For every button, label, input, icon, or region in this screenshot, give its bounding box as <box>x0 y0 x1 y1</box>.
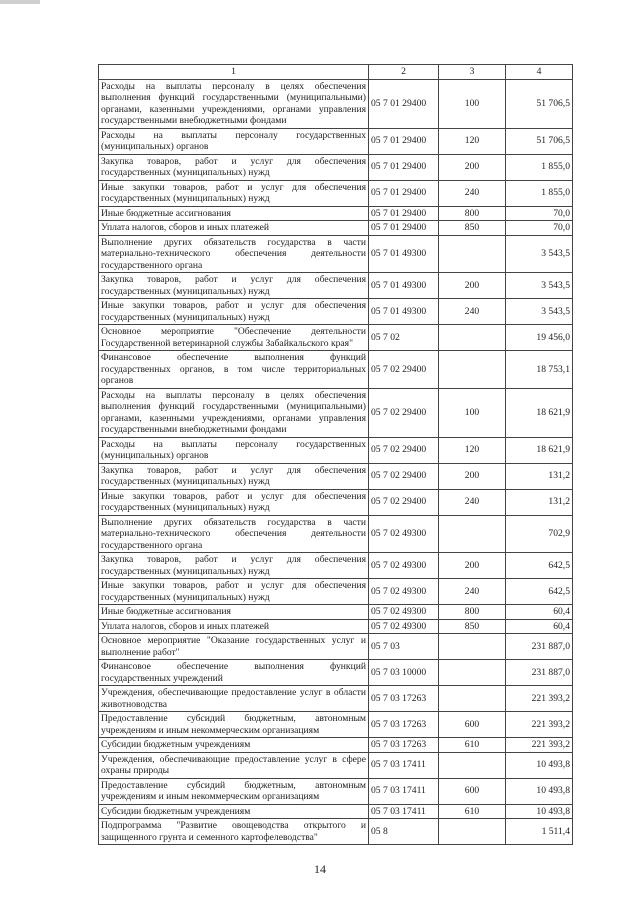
table-row <box>99 619 573 634</box>
row-expense-type-cell: 610 <box>439 804 506 819</box>
row-amount-cell: 51 706,5 <box>506 79 573 128</box>
row-expense-type-cell: 240 <box>439 489 506 515</box>
row-code-cell: 05 7 03 17263 <box>369 686 439 712</box>
table-row <box>99 235 573 273</box>
row-code-cell: 05 7 03 10000 <box>369 660 439 686</box>
row-expense-type-cell <box>439 235 506 273</box>
row-code-cell: 05 7 01 29400 <box>369 206 439 221</box>
row-name-cell: Подпрограмма "Развитие овощеводства открытого и защищенного грунта и семенного картофелеводства" <box>99 819 369 845</box>
row-name-cell: Расходы на выплаты персоналу государственных (муниципальных) органов <box>99 128 369 154</box>
row-amount-cell: 10 493,8 <box>506 778 573 804</box>
table-row <box>99 351 573 389</box>
row-code-cell: 05 7 02 49300 <box>369 515 439 553</box>
row-amount-cell: 70,0 <box>506 221 573 236</box>
row-amount-cell: 60,4 <box>506 619 573 634</box>
row-code-cell: 05 7 02 49300 <box>369 579 439 605</box>
row-amount-cell: 1 855,0 <box>506 154 573 180</box>
row-name-cell: Расходы на выплаты персоналу государственных (муниципальных) органов <box>99 437 369 463</box>
table-row <box>99 489 573 515</box>
table-row <box>99 299 573 325</box>
table-row <box>99 738 573 753</box>
row-code-cell: 05 7 02 29400 <box>369 463 439 489</box>
row-code-cell: 05 7 02 49300 <box>369 553 439 579</box>
row-name-cell: Иные бюджетные ассигнования <box>99 206 369 221</box>
row-amount-cell: 231 887,0 <box>506 634 573 660</box>
table-row <box>99 437 573 463</box>
row-amount-cell: 19 456,0 <box>506 325 573 351</box>
row-expense-type-cell: 850 <box>439 619 506 634</box>
header-col-3: 3 <box>439 65 506 80</box>
row-expense-type-cell: 850 <box>439 221 506 236</box>
table-header-row <box>99 65 573 80</box>
row-amount-cell: 131,2 <box>506 489 573 515</box>
row-expense-type-cell: 200 <box>439 273 506 299</box>
row-code-cell: 05 7 02 49300 <box>369 619 439 634</box>
row-amount-cell: 3 543,5 <box>506 273 573 299</box>
table-row <box>99 273 573 299</box>
row-expense-type-cell: 800 <box>439 605 506 620</box>
row-code-cell: 05 7 01 49300 <box>369 299 439 325</box>
document-page <box>98 64 572 845</box>
row-amount-cell: 10 493,8 <box>506 804 573 819</box>
table-row <box>99 206 573 221</box>
row-amount-cell: 3 543,5 <box>506 299 573 325</box>
row-expense-type-cell: 240 <box>439 180 506 206</box>
row-amount-cell: 18 753,1 <box>506 351 573 389</box>
row-expense-type-cell <box>439 660 506 686</box>
row-code-cell: 05 7 01 29400 <box>369 154 439 180</box>
table-row <box>99 752 573 778</box>
row-code-cell: 05 7 02 <box>369 325 439 351</box>
table-row <box>99 128 573 154</box>
row-code-cell: 05 7 01 29400 <box>369 221 439 236</box>
row-expense-type-cell <box>439 686 506 712</box>
row-name-cell: Уплата налогов, сборов и иных платежей <box>99 221 369 236</box>
row-amount-cell: 231 887,0 <box>506 660 573 686</box>
budget-table <box>98 64 573 845</box>
row-code-cell: 05 7 02 29400 <box>369 388 439 437</box>
row-code-cell: 05 7 02 29400 <box>369 351 439 389</box>
table-row <box>99 325 573 351</box>
row-name-cell: Финансовое обеспечение выполнения функций государственных органов, в том числе территориальных органов <box>99 351 369 389</box>
row-expense-type-cell: 200 <box>439 553 506 579</box>
scan-edge-mark <box>0 0 40 4</box>
row-amount-cell: 702,9 <box>506 515 573 553</box>
row-amount-cell: 10 493,8 <box>506 752 573 778</box>
row-code-cell: 05 7 03 <box>369 634 439 660</box>
row-amount-cell: 221 393,2 <box>506 686 573 712</box>
row-expense-type-cell: 240 <box>439 299 506 325</box>
row-code-cell: 05 7 03 17263 <box>369 712 439 738</box>
row-name-cell: Субсидии бюджетным учреждениям <box>99 738 369 753</box>
table-row <box>99 660 573 686</box>
row-amount-cell: 131,2 <box>506 463 573 489</box>
row-name-cell: Основное мероприятие "Обеспечение деятельности Государственной ветеринарной службы Забайкальского края" <box>99 325 369 351</box>
row-expense-type-cell: 120 <box>439 128 506 154</box>
row-expense-type-cell: 610 <box>439 738 506 753</box>
row-amount-cell: 70,0 <box>506 206 573 221</box>
row-amount-cell: 60,4 <box>506 605 573 620</box>
table-row <box>99 686 573 712</box>
table-row <box>99 778 573 804</box>
row-name-cell: Учреждения, обеспечивающие предоставление услуг в области животноводства <box>99 686 369 712</box>
table-row <box>99 579 573 605</box>
row-expense-type-cell <box>439 634 506 660</box>
table-row <box>99 819 573 845</box>
table-row <box>99 180 573 206</box>
row-expense-type-cell: 800 <box>439 206 506 221</box>
row-amount-cell: 642,5 <box>506 553 573 579</box>
row-expense-type-cell: 240 <box>439 579 506 605</box>
table-row <box>99 221 573 236</box>
row-expense-type-cell: 100 <box>439 79 506 128</box>
row-code-cell: 05 7 01 29400 <box>369 128 439 154</box>
row-expense-type-cell <box>439 325 506 351</box>
row-code-cell: 05 8 <box>369 819 439 845</box>
row-expense-type-cell <box>439 752 506 778</box>
row-name-cell: Закупка товаров, работ и услуг для обеспечения государственных (муниципальных) нужд <box>99 463 369 489</box>
row-amount-cell: 642,5 <box>506 579 573 605</box>
row-expense-type-cell <box>439 515 506 553</box>
row-name-cell: Закупка товаров, работ и услуг для обеспечения государственных (муниципальных) нужд <box>99 553 369 579</box>
row-name-cell: Финансовое обеспечение выполнения функций государственных учреждений <box>99 660 369 686</box>
header-col-1: 1 <box>99 65 369 80</box>
row-expense-type-cell: 120 <box>439 437 506 463</box>
row-amount-cell: 1 855,0 <box>506 180 573 206</box>
table-row <box>99 804 573 819</box>
row-name-cell: Иные закупки товаров, работ и услуг для обеспечения государственных (муниципальных) нужд <box>99 489 369 515</box>
row-amount-cell: 18 621,9 <box>506 388 573 437</box>
row-expense-type-cell: 200 <box>439 154 506 180</box>
row-code-cell: 05 7 02 29400 <box>369 437 439 463</box>
header-col-2: 2 <box>369 65 439 80</box>
row-expense-type-cell: 600 <box>439 712 506 738</box>
row-code-cell: 05 7 01 29400 <box>369 79 439 128</box>
row-code-cell: 05 7 01 49300 <box>369 235 439 273</box>
table-row <box>99 712 573 738</box>
row-name-cell: Субсидии бюджетным учреждениям <box>99 804 369 819</box>
row-expense-type-cell: 100 <box>439 388 506 437</box>
row-name-cell: Расходы на выплаты персоналу в целях обеспечения выполнения функций государственными (муниципальными) органами, казенными учреждениями, органами управления государственными внебюджетными фондами <box>99 79 369 128</box>
table-row <box>99 79 573 128</box>
row-code-cell: 05 7 01 29400 <box>369 180 439 206</box>
row-amount-cell: 3 543,5 <box>506 235 573 273</box>
row-code-cell: 05 7 01 49300 <box>369 273 439 299</box>
row-amount-cell: 51 706,5 <box>506 128 573 154</box>
row-amount-cell: 1 511,4 <box>506 819 573 845</box>
row-code-cell: 05 7 03 17411 <box>369 804 439 819</box>
row-code-cell: 05 7 02 49300 <box>369 605 439 620</box>
row-expense-type-cell <box>439 819 506 845</box>
row-code-cell: 05 7 03 17263 <box>369 738 439 753</box>
row-name-cell: Иные закупки товаров, работ и услуг для обеспечения государственных (муниципальных) нужд <box>99 579 369 605</box>
row-amount-cell: 18 621,9 <box>506 437 573 463</box>
row-name-cell: Закупка товаров, работ и услуг для обеспечения государственных (муниципальных) нужд <box>99 273 369 299</box>
row-name-cell: Иные бюджетные ассигнования <box>99 605 369 620</box>
page-number: 14 <box>314 862 326 876</box>
row-name-cell: Закупка товаров, работ и услуг для обеспечения государственных (муниципальных) нужд <box>99 154 369 180</box>
row-name-cell: Основное мероприятие "Оказание государственных услуг и выполнение работ" <box>99 634 369 660</box>
row-name-cell: Иные закупки товаров, работ и услуг для обеспечения государственных (муниципальных) нужд <box>99 180 369 206</box>
header-col-4: 4 <box>506 65 573 80</box>
row-amount-cell: 221 393,2 <box>506 738 573 753</box>
row-code-cell: 05 7 03 17411 <box>369 778 439 804</box>
table-row <box>99 605 573 620</box>
row-code-cell: 05 7 02 29400 <box>369 489 439 515</box>
row-code-cell: 05 7 03 17411 <box>369 752 439 778</box>
row-name-cell: Иные закупки товаров, работ и услуг для обеспечения государственных (муниципальных) нужд <box>99 299 369 325</box>
row-name-cell: Предоставление субсидий бюджетным, автономным учреждениям и иным некоммерческим организациям <box>99 712 369 738</box>
table-row <box>99 388 573 437</box>
row-name-cell: Уплата налогов, сборов и иных платежей <box>99 619 369 634</box>
row-name-cell: Учреждения, обеспечивающие предоставление услуг в сфере охраны природы <box>99 752 369 778</box>
row-expense-type-cell: 600 <box>439 778 506 804</box>
row-name-cell: Предоставление субсидий бюджетным, автономным учреждениям и иным некоммерческим организациям <box>99 778 369 804</box>
table-row <box>99 553 573 579</box>
row-expense-type-cell: 200 <box>439 463 506 489</box>
table-row <box>99 515 573 553</box>
table-row <box>99 154 573 180</box>
row-name-cell: Выполнение других обязательств государства в части материально-технического обеспечения деятельности государственного органа <box>99 515 369 553</box>
row-expense-type-cell <box>439 351 506 389</box>
table-row <box>99 463 573 489</box>
budget-table-body <box>99 65 573 845</box>
row-amount-cell: 221 393,2 <box>506 712 573 738</box>
table-row <box>99 634 573 660</box>
row-name-cell: Выполнение других обязательств государства в части материально-технического обеспечения деятельности государственного органа <box>99 235 369 273</box>
row-name-cell: Расходы на выплаты персоналу в целях обеспечения выполнения функций государственными (муниципальными) органами, казенными учреждениями, органами управления государственными внебюджетными фондами <box>99 388 369 437</box>
